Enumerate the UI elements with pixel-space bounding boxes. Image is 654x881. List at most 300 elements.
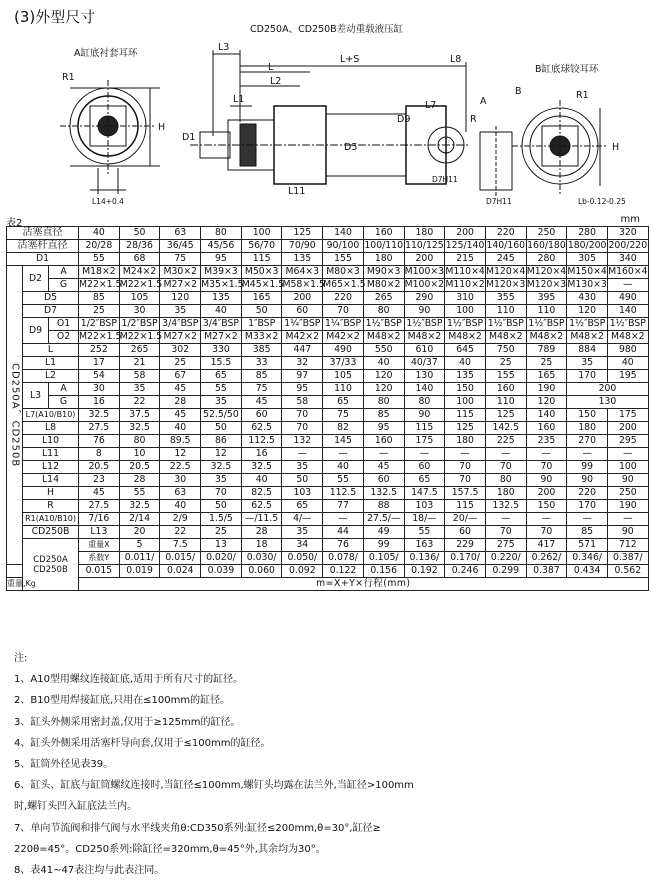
table-cell: 32.5	[119, 500, 160, 513]
table-cell: 1½″BSP	[404, 318, 445, 331]
table-cell: 115	[404, 422, 445, 435]
table-cell: 190	[526, 383, 567, 396]
table-cell: 120	[526, 396, 567, 409]
table-cell: 0.105/	[363, 552, 404, 565]
table-cell: 15.5	[201, 357, 242, 370]
row-l14	[7, 474, 649, 487]
table-cell: 490	[607, 292, 648, 305]
table-cell: 155	[323, 253, 364, 266]
table-cell: 20	[119, 526, 160, 539]
row-l10	[7, 435, 649, 448]
table-cell: 70	[282, 409, 323, 422]
table-cell: 25	[79, 305, 120, 318]
notes	[14, 648, 644, 881]
table-cell: 150	[567, 409, 608, 422]
table-cell: 150	[445, 383, 486, 396]
table-cell: 103	[404, 500, 445, 513]
drawing-title: CD250A、CD250B差动重载液压缸	[250, 24, 404, 35]
row-l2	[7, 370, 649, 383]
table-cell: 110/125	[405, 240, 444, 251]
table-cell: 85	[79, 292, 120, 305]
table-cell: 302	[160, 344, 201, 357]
table-cell: 17	[79, 357, 120, 370]
dim-l8: L8	[450, 54, 462, 65]
table-cell: 105	[323, 370, 364, 383]
table-cell: 32.5	[241, 461, 282, 474]
table-cell: 0.562	[607, 565, 648, 578]
table-cell: 220	[567, 487, 608, 500]
table-cell: 330	[201, 344, 242, 357]
table-cell: M48×2	[567, 331, 608, 344]
table-cell: 1½″BSP	[526, 318, 567, 331]
row-d2g	[7, 279, 649, 292]
table-cell: 200	[282, 292, 323, 305]
table-cell: 25	[160, 357, 201, 370]
table-cell: 16	[79, 396, 120, 409]
table-cell: 75	[241, 383, 282, 396]
fit-2: D7H11	[486, 197, 512, 206]
note-item: 3、缸头外侧采用密封盖,仅用于≥125mm的缸径。	[14, 716, 241, 728]
table-cell: 75	[160, 253, 201, 266]
table-cell: 40	[323, 461, 364, 474]
table-cell: 417	[526, 539, 567, 552]
table-cell: 22.5	[160, 461, 201, 474]
row-l8	[7, 422, 649, 435]
table-cell: 80	[201, 227, 242, 240]
table-cell: 160	[485, 383, 526, 396]
table-cell: 252	[79, 344, 120, 357]
table-cell: 12	[201, 448, 242, 461]
page-title: (3)外型尺寸	[14, 8, 96, 26]
table-cell: 25	[201, 526, 242, 539]
table-cell: 155	[485, 370, 526, 383]
table-cell: 200	[445, 227, 486, 240]
table-cell: 1¼″BSP	[323, 318, 364, 331]
table-cell: 340	[607, 253, 648, 266]
table-cell: 490	[323, 344, 364, 357]
table-cell: —	[323, 513, 364, 526]
table-cell: —	[567, 513, 608, 526]
table-cell: 980	[607, 344, 648, 357]
table-cell: M27×2	[201, 331, 242, 344]
dim-lb: Lb-0.12-0.25	[578, 197, 626, 206]
table-cell: 0.136/	[404, 552, 445, 565]
table-cell: 55	[323, 474, 364, 487]
table-cell: 200	[607, 422, 648, 435]
table-cell: 120	[160, 292, 201, 305]
table-cell: 1½″BSP	[445, 318, 486, 331]
table-cell: 0.156	[363, 565, 404, 578]
table-cell: 37.5	[119, 409, 160, 422]
table-cell: 0.020/	[201, 552, 242, 565]
table-cell: M100×2	[404, 279, 445, 290]
table-cell: 280	[567, 227, 608, 240]
fit-1: D7H11	[432, 175, 458, 184]
table-cell: 135	[282, 253, 323, 266]
table-cell: 0.246	[445, 565, 486, 578]
table-cell: M42×2	[323, 331, 364, 344]
table-cell: M48×2	[485, 331, 526, 344]
table-cell: 0.092	[282, 565, 323, 578]
table-cell: 265	[363, 292, 404, 305]
table-cell: 16	[241, 448, 282, 461]
table-cell: 60	[282, 305, 323, 318]
table-cell: 63	[160, 487, 201, 500]
label-l13: L13	[79, 526, 120, 539]
row-weight	[7, 578, 649, 591]
table-cell: 77	[323, 500, 364, 513]
table-cell: 90	[607, 474, 648, 487]
table-cell: 0.299	[485, 565, 526, 578]
table-cell: M120×4	[526, 266, 567, 277]
table-cell: M27×2	[160, 331, 201, 344]
table-cell: M48×2	[404, 331, 445, 344]
table-cell: 88	[363, 500, 404, 513]
table-cell: 4/—	[282, 513, 323, 526]
dim-l7: L7	[425, 100, 437, 111]
row-l7	[7, 409, 649, 422]
table-cell: —	[445, 448, 486, 461]
table-cell: M48×2	[526, 331, 567, 344]
weight-formula: m=X+Y×行程(mm)	[79, 578, 649, 591]
table-cell: 3/4″BSP	[160, 318, 201, 331]
table-cell: 180	[485, 487, 526, 500]
table-cell: 355	[485, 292, 526, 305]
dim-d5: D5	[344, 142, 358, 153]
table-cell: 0.122	[323, 565, 364, 578]
side-label: CD250A、CD250B	[7, 266, 23, 565]
table-cell: M30×2	[160, 266, 201, 279]
note-item: 1、A10型用螺纹连接缸底,适用于所有尺寸的缸径。	[14, 674, 244, 686]
table-cell: 1/2″BSP	[79, 318, 120, 331]
table-cell: 165	[241, 292, 282, 305]
table-cell: 1½″BSP	[485, 318, 526, 331]
table-cell: 110	[485, 305, 526, 318]
table-cell: 3/4″BSP	[201, 318, 242, 331]
table-cell: 430	[567, 292, 608, 305]
table-cell: 45	[363, 461, 404, 474]
table-cell: —	[404, 448, 445, 461]
table-cell: 290	[404, 292, 445, 305]
label-l2: L2	[23, 370, 79, 383]
table-cell: 90	[404, 409, 445, 422]
table-cell: 220	[485, 227, 526, 240]
table-cell: 275	[485, 539, 526, 552]
row-d9o2	[7, 331, 649, 344]
table-cell: M22×1.5	[119, 331, 163, 342]
table-cell: M48×2	[607, 331, 648, 344]
table-cell: 105	[119, 292, 160, 305]
row-l3g	[7, 396, 649, 409]
table-cell: 70	[526, 461, 567, 474]
table-cell: 140	[404, 383, 445, 396]
table-cell: 70	[323, 305, 364, 318]
table-cell: 160	[363, 227, 404, 240]
table-cell: M80×2	[363, 279, 404, 292]
row-r	[7, 500, 649, 513]
table-cell: 1¼″BSP	[282, 318, 323, 331]
table-cell: 28	[119, 474, 160, 487]
cylinder-drawing	[0, 22, 654, 212]
table-cell: 82	[323, 422, 364, 435]
table-cell: 70	[526, 526, 567, 539]
table-cell: 140	[607, 305, 648, 318]
table-cell: 32	[282, 357, 323, 370]
table-cell: 40	[160, 422, 201, 435]
table-cell: 40	[241, 474, 282, 487]
left-caption: A缸底衬套耳环	[74, 48, 138, 59]
note-item: 5、缸筒外径见表39。	[14, 759, 114, 771]
table-cell: 125/140	[445, 240, 485, 251]
dim-l14: L14+0.4	[92, 197, 124, 206]
dim-r1-right: R1	[576, 90, 589, 101]
table-cell: 90	[607, 526, 648, 539]
dim-l1: L1	[233, 94, 245, 105]
table-cell: M33×2	[241, 331, 282, 344]
note-item: 6、缸头、缸底与缸筒螺纹连接时,当缸径≤100mm,螺钉头均露在法兰外,当缸径>100mm	[14, 780, 414, 792]
table-cell: 40	[160, 500, 201, 513]
table-cell: 85	[241, 370, 282, 383]
table-cell: 140	[526, 409, 567, 422]
table-cell: 34	[282, 539, 323, 552]
table-cell: 1.5/5	[201, 513, 242, 526]
table-cell: 200	[526, 487, 567, 500]
dim-r: R	[470, 114, 477, 125]
label-h: H	[23, 487, 79, 500]
table-cell: 0.387	[526, 565, 567, 578]
table-cell: 22	[119, 396, 160, 409]
table-cell: 76	[79, 435, 120, 448]
table-cell: 1½″BSP	[363, 318, 404, 331]
table-cell: 30	[79, 383, 120, 396]
table-cell: 0.262/	[526, 552, 567, 565]
table-cell: —/11.5	[241, 513, 282, 526]
table-cell: 110	[485, 396, 526, 409]
row-l3a	[7, 383, 649, 396]
table-cell: 32.5	[79, 409, 120, 422]
dim-l2: L	[268, 62, 274, 73]
table-cell: M35×1.5	[201, 279, 244, 290]
table-cell: 95	[363, 422, 404, 435]
table-cell: 20/28	[79, 240, 120, 253]
row-d5	[7, 292, 649, 305]
row-piston	[7, 227, 649, 240]
table-cell: 310	[445, 292, 486, 305]
note-item: 2、B10型用焊接缸底,只用在≤100mm的缸径。	[14, 695, 231, 707]
table-cell: 157.5	[445, 487, 486, 500]
label-l1: L1	[23, 357, 79, 370]
table-cell: 190	[607, 500, 648, 513]
table-cell: M120×4	[486, 266, 526, 277]
label-l14: L14	[23, 474, 79, 487]
table-cell: 100/110	[364, 240, 403, 251]
dim-l3: L3	[218, 42, 230, 53]
table-cell: 27.5	[79, 500, 120, 513]
table-cell: 0.192	[404, 565, 445, 578]
row-d7	[7, 305, 649, 318]
label-rod-dia: 活塞杆直径	[7, 240, 79, 253]
table-cell: 60	[404, 461, 445, 474]
notes-title: 注:	[14, 653, 28, 664]
table-cell: M110×4	[445, 266, 485, 277]
table-cell: 250	[526, 227, 567, 240]
table-cell: 20.5	[119, 461, 160, 474]
table-cell: M22×1.5	[79, 331, 122, 342]
table-cell: 140	[323, 227, 364, 240]
table-cell: 45	[79, 487, 120, 500]
table-cell: —	[485, 448, 526, 461]
table-cell: 70	[445, 461, 486, 474]
table-cell: 36/45	[160, 240, 201, 253]
table-cell: M110×2	[445, 279, 485, 290]
table-cell: 75	[323, 409, 364, 422]
table-cell: —	[526, 448, 567, 461]
table-cell: 132.5	[363, 487, 404, 500]
table-cell: M120×3	[526, 279, 567, 290]
table-cell: 0.019	[119, 565, 160, 578]
table-cell: 37/33	[323, 357, 364, 370]
table-cell: 70	[445, 474, 486, 487]
table-cell: 320	[607, 227, 648, 240]
table-cell: 235	[526, 435, 567, 448]
table-cell: M65×1.5	[323, 279, 366, 290]
table-cell: 610	[404, 344, 445, 357]
table-cell: 100	[445, 305, 486, 318]
table-cell: 25	[485, 357, 526, 370]
table-cell: 1½″BSP	[607, 318, 648, 331]
table-cell: 120	[363, 383, 404, 396]
table-cell: 80	[485, 474, 526, 487]
table-unit: mm	[620, 214, 640, 225]
table-cell: 180/200	[567, 240, 607, 251]
table-cell: 13	[201, 539, 242, 552]
table-cell: 385	[241, 344, 282, 357]
table-cell: 175	[607, 409, 648, 422]
label-l3: L3	[23, 383, 49, 409]
table-cell: 0.387/	[607, 552, 648, 565]
label-x: 重量X	[79, 539, 120, 552]
table-cell: 130	[567, 396, 648, 409]
table-cell: —	[323, 448, 364, 461]
table-cell: 55	[404, 526, 445, 539]
table-cell: 27.5/—	[363, 513, 404, 526]
row-l12	[7, 461, 649, 474]
table-cell: 0.030/	[241, 552, 282, 565]
label-l11: L11	[23, 448, 79, 461]
label-d7: D7	[23, 305, 79, 318]
table-cell: 55	[201, 383, 242, 396]
table-cell: 120	[567, 305, 608, 318]
table-cell: 40/37	[404, 357, 445, 370]
table-cell: 40	[201, 305, 242, 318]
label-l: L	[23, 344, 79, 357]
table-cell: 28/36	[119, 240, 160, 253]
spec-table	[6, 226, 649, 591]
table-cell: 56/70	[241, 240, 282, 253]
table-cell: 0.011/	[119, 552, 160, 565]
table-cell: 175	[404, 435, 445, 448]
table-cell: 45	[160, 383, 201, 396]
dim-d1: D1	[182, 132, 196, 143]
table-cell: 65	[201, 370, 242, 383]
table-cell: 90/100	[323, 240, 364, 253]
table-cell: 0.015/	[160, 552, 201, 565]
table-cell: 28	[160, 396, 201, 409]
label-l3-g: G	[49, 396, 79, 409]
table-cell: 40	[607, 357, 648, 370]
table-cell: 225	[485, 435, 526, 448]
table-cell: 45/56	[201, 240, 242, 253]
table-cell: 21	[119, 357, 160, 370]
table-cell: 20.5	[79, 461, 120, 474]
table-cell: 80	[363, 396, 404, 409]
table-cell: 165	[526, 370, 567, 383]
table-cell: 132	[282, 435, 323, 448]
table-cell: 100	[607, 461, 648, 474]
table-cell: 44	[323, 526, 364, 539]
table-cell: 142.5	[485, 422, 526, 435]
table-cell: 103	[282, 487, 323, 500]
table-cell: 67	[160, 370, 201, 383]
table-cell: 2/9	[160, 513, 201, 526]
dim-d9: D9	[397, 114, 411, 125]
table-cell: 35	[119, 383, 160, 396]
table-cell: M42×2	[282, 331, 323, 344]
table-cell: 40	[445, 357, 486, 370]
table-cell: 28	[241, 526, 282, 539]
table-cell: 295	[607, 435, 648, 448]
table-cell: 18	[241, 539, 282, 552]
label-d2-g: G	[49, 279, 79, 292]
table-cell: 70	[485, 526, 526, 539]
table-cell: —	[282, 448, 323, 461]
table-cell: 65	[323, 396, 364, 409]
label-piston-dia: 活塞直径	[7, 227, 79, 240]
table-cell: 100	[241, 227, 282, 240]
table-cell: —	[485, 513, 526, 526]
table-cell: 90	[404, 305, 445, 318]
table-cell: 62.5	[241, 422, 282, 435]
label-a: A	[480, 96, 487, 107]
table-cell: 150	[526, 500, 567, 513]
table-cell: 110	[526, 305, 567, 318]
table-cell: 112.5	[241, 435, 282, 448]
table-cell: 35	[282, 461, 323, 474]
table-cell: 160	[363, 435, 404, 448]
table-cell: 22	[160, 526, 201, 539]
table-cell: 180	[445, 435, 486, 448]
label-weight-group: CD250A CD250B	[23, 539, 79, 591]
table-cell: 32.5	[201, 461, 242, 474]
table-cell: 712	[607, 539, 648, 552]
table-cell: 7.5	[160, 539, 201, 552]
table-cell: 1/2″BSP	[119, 318, 160, 331]
row-l1	[7, 357, 649, 370]
table-cell: 789	[526, 344, 567, 357]
table-cell: 25	[526, 357, 567, 370]
table-cell: 125	[485, 409, 526, 422]
table-cell: 163	[404, 539, 445, 552]
table-cell: 80	[119, 435, 160, 448]
table-cell: 65	[282, 500, 323, 513]
dim-r1-left: R1	[62, 72, 75, 83]
table-cell: 250	[607, 487, 648, 500]
table-cell: 45	[241, 396, 282, 409]
table-cell: 70	[201, 487, 242, 500]
table-cell: 1″BSP	[241, 318, 282, 331]
table-cell: 135	[445, 370, 486, 383]
label-l7: L7(A10/B10)	[23, 409, 79, 422]
